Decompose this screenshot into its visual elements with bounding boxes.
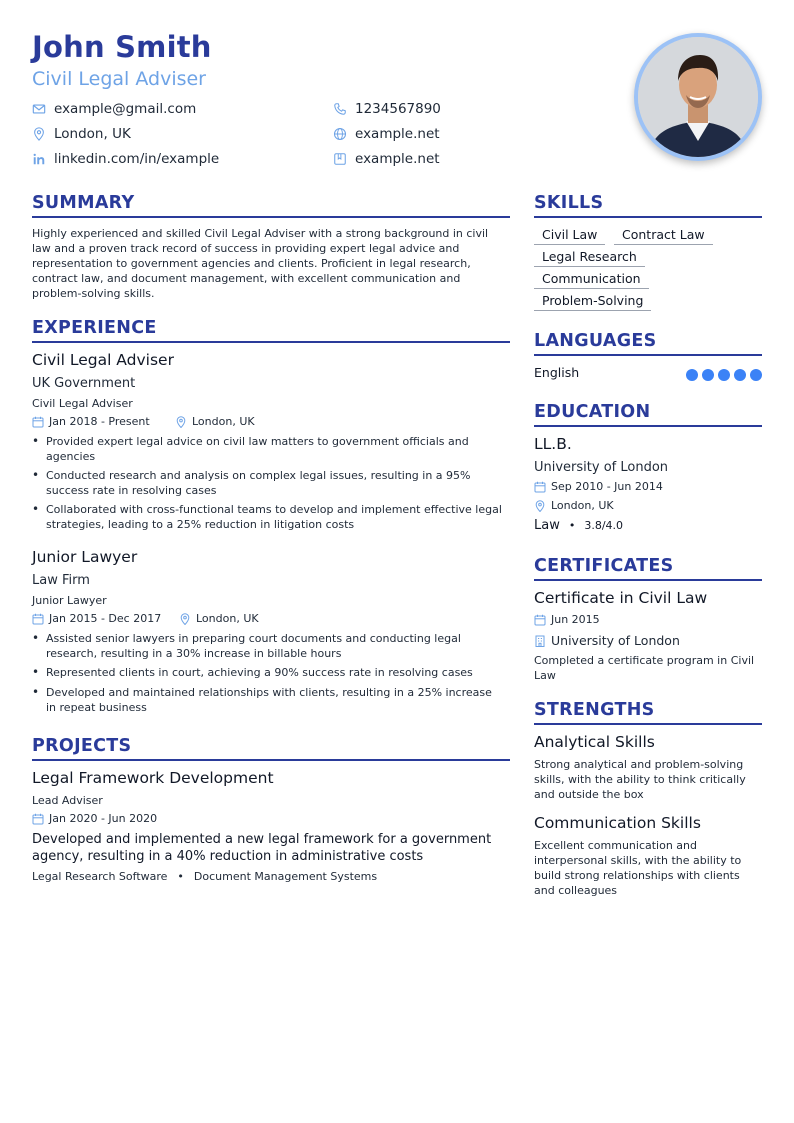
bullet-line: agencies [46, 450, 96, 463]
location-pin-icon [32, 127, 46, 141]
summary-text [32, 226, 488, 301]
job-bullet [32, 665, 473, 680]
languages-heading: LANGUAGES [534, 331, 657, 351]
summary-heading: SUMMARY [32, 193, 135, 213]
project-tool: Legal Research Software [32, 870, 168, 883]
strength-line: interpersonal skills, with the ability to [534, 854, 742, 867]
building-icon [534, 635, 546, 647]
bullet-line: • Developed and maintained relationships with clients, resulting in a 25% increase [46, 686, 492, 699]
projects-divider [32, 759, 510, 761]
certificate-name: Certificate in Civil Law [534, 589, 708, 607]
calendar-icon [534, 614, 546, 626]
bullet-line: • Conducted research and analysis on complex legal issues, resulting in a 95% [46, 469, 471, 482]
education-location-text: London, UK [551, 499, 614, 512]
separator-dot: • [568, 519, 576, 532]
education-dates [534, 480, 663, 493]
location-pin-icon [175, 416, 187, 428]
strength-line: and colleagues [534, 884, 618, 897]
job-dates [32, 415, 150, 428]
bullet-line: • Assisted senior lawyers in preparing court documents and conducting legal [46, 632, 461, 645]
project-description-line: agency, resulting in a 40% reduction in administrative costs [32, 849, 424, 864]
education-heading: EDUCATION [534, 402, 651, 422]
strength-name: Analytical Skills [534, 733, 655, 751]
job-bullet [32, 434, 469, 464]
skill-tag: Problem-Solving [534, 293, 651, 311]
strength-description [534, 838, 741, 898]
job-bullet [32, 631, 461, 661]
candidate-title: Civil Legal Adviser [32, 68, 206, 90]
strength-line: build strong relationships with clients [534, 869, 740, 882]
job-dates [32, 612, 161, 625]
education-gpa: 3.8/4.0 [584, 519, 624, 532]
calendar-icon [32, 613, 44, 625]
contact-location [32, 126, 131, 142]
strength-line: Strong analytical and problem-solving [534, 758, 744, 771]
contact-email-text: example@gmail.com [54, 101, 197, 117]
language-level-dot [702, 369, 714, 381]
separator-dot: • [177, 870, 184, 883]
job-bullet [32, 502, 502, 532]
strengths-divider [534, 723, 762, 725]
linkedin-icon [32, 152, 46, 166]
bullet-line: research, resulting in a 30% increase in billable hours [46, 647, 342, 660]
summary-line: contract law, and document management, with excellent communication and [32, 272, 461, 285]
certificate-issuer [534, 633, 680, 648]
project-tool: Document Management Systems [193, 870, 378, 883]
projects-heading: PROJECTS [32, 736, 132, 756]
strength-line: and outside the box [534, 788, 644, 801]
project-role: Lead Adviser [32, 794, 103, 807]
bullet-line: in repeat business [46, 701, 147, 714]
certificate-issuer-text: University of London [551, 633, 680, 648]
contact-linkedin[interactable] [32, 151, 219, 167]
experience-heading: EXPERIENCE [32, 318, 157, 338]
summary-line: representation to government agencies and clients. Proficient in legal research, [32, 257, 471, 270]
certificates-divider [534, 579, 762, 581]
skill-tag: Civil Law [534, 227, 605, 245]
skills-divider [534, 216, 762, 218]
job-organization: UK Government [32, 376, 136, 391]
job-location [175, 415, 255, 428]
job-title: Junior Lawyer [32, 548, 138, 566]
bullet-line: • Collaborated with cross-functional teams to develop and implement effective legal [46, 503, 502, 516]
job-dates-text: Jan 2018 - Present [49, 415, 150, 428]
languages-divider [534, 354, 762, 356]
location-pin-icon [534, 500, 546, 512]
project-dates [32, 812, 157, 825]
language-level-dot [686, 369, 698, 381]
job-subtitle: Civil Legal Adviser [32, 397, 133, 410]
strength-line: Excellent communication and [534, 839, 698, 852]
bullet-line: • Provided expert legal advice on civil law matters to government officials and [46, 435, 469, 448]
contact-website-text: example.net [355, 126, 440, 142]
job-location-text: London, UK [196, 612, 259, 625]
strength-line: skills, with the ability to think critically [534, 773, 746, 786]
mail-icon [32, 102, 46, 116]
certificate-date [534, 613, 600, 626]
project-description [32, 831, 491, 865]
job-location-text: London, UK [192, 415, 255, 428]
job-location [179, 612, 259, 625]
job-bullet [32, 468, 470, 498]
contact-phone-text: 1234567890 [355, 101, 441, 117]
project-description-line: Developed and implemented a new legal framework for a government [32, 832, 492, 847]
language-name: English [534, 365, 580, 380]
location-pin-icon [179, 613, 191, 625]
contact-location-text: London, UK [54, 126, 131, 142]
candidate-name: John Smith [32, 30, 212, 64]
skill-tag: Communication [534, 271, 649, 289]
calendar-icon [32, 813, 44, 825]
education-degree: LL.B. [534, 435, 572, 453]
education-location [534, 499, 614, 512]
summary-line: Highly experienced and skilled Civil Legal Adviser with a strong background in civil [32, 227, 489, 240]
strength-description [534, 757, 746, 802]
language-level-dot [750, 369, 762, 381]
education-school: University of London [534, 460, 669, 475]
education-field: Law [534, 518, 560, 533]
bullet-line: • Represented clients in court, achieving a 90% success rate in resolving cases [46, 666, 473, 679]
calendar-icon [534, 481, 546, 493]
education-field-gpa [534, 518, 623, 533]
portfolio-icon [333, 152, 347, 166]
project-name: Legal Framework Development [32, 769, 274, 787]
strength-name: Communication Skills [534, 814, 701, 832]
language-level-dots [686, 369, 762, 381]
language-level-dot [718, 369, 730, 381]
contact-portfolio-text: example.net [355, 151, 440, 167]
education-dates-text: Sep 2010 - Jun 2014 [551, 480, 663, 493]
contact-phone[interactable] [333, 101, 441, 117]
project-tools [32, 869, 377, 884]
language-level-dot [734, 369, 746, 381]
job-bullet [32, 685, 492, 715]
summary-line: problem-solving skills. [32, 287, 155, 300]
skills-heading: SKILLS [534, 193, 604, 213]
contact-website[interactable] [333, 126, 440, 142]
profile-photo [638, 37, 758, 157]
contact-email[interactable] [32, 101, 196, 117]
job-title: Civil Legal Adviser [32, 351, 174, 369]
education-divider [534, 425, 762, 427]
contact-linkedin-text: linkedin.com/in/example [54, 151, 220, 167]
strengths-heading: STRENGTHS [534, 700, 655, 720]
certificates-heading: CERTIFICATES [534, 556, 674, 576]
certificate-date-text: Jun 2015 [551, 613, 600, 626]
bullet-line: success rate in resolving cases [46, 484, 217, 497]
bullet-line: strategies, leading to a 25% reduction in litigation costs [46, 518, 355, 531]
project-dates-text: Jan 2020 - Jun 2020 [49, 812, 158, 825]
skill-tag: Legal Research [534, 249, 645, 267]
phone-icon [333, 102, 347, 116]
contact-portfolio[interactable] [333, 151, 440, 167]
summary-line: law and a proven track record of success in providing expert legal advice and [32, 242, 460, 255]
globe-icon [333, 127, 347, 141]
certificate-description [534, 653, 754, 683]
job-organization: Law Firm [32, 573, 90, 588]
summary-divider [32, 216, 510, 218]
certificate-description-line: Law [534, 669, 556, 682]
calendar-icon [32, 416, 44, 428]
job-dates-text: Jan 2015 - Dec 2017 [49, 612, 162, 625]
job-subtitle: Junior Lawyer [32, 594, 107, 607]
certificate-description-line: Completed a certificate program in Civil [534, 654, 755, 667]
skill-tag: Contract Law [614, 227, 713, 245]
experience-divider [32, 341, 510, 343]
profile-photo-frame [634, 33, 762, 161]
